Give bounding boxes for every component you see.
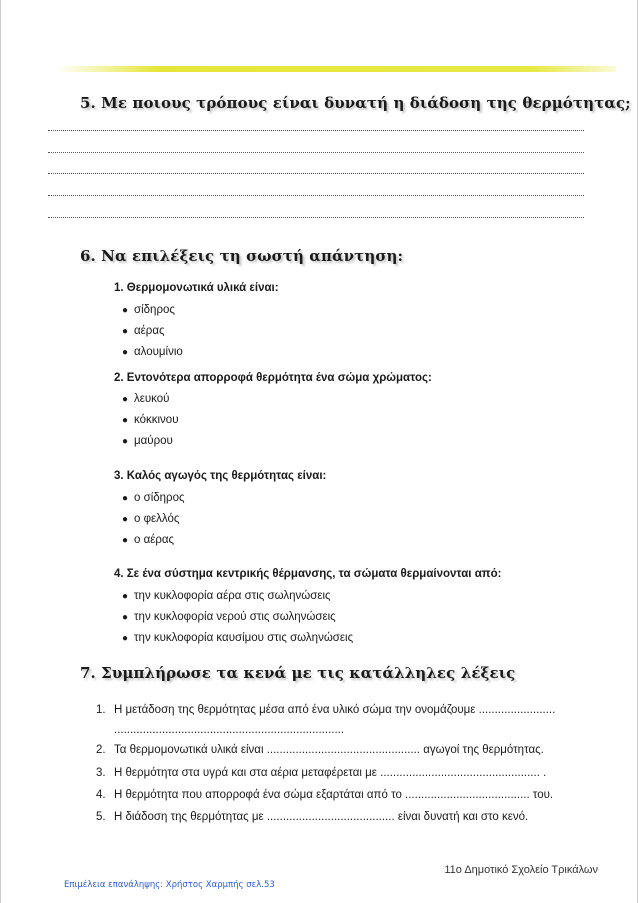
question-6-title: 6. Να επιλέξεις τη σωστή απάντηση: [80, 247, 404, 265]
fill-item-continuation[interactable]: ........................................................................ [114, 724, 345, 736]
school-name: 11ο Δημοτικό Σχολείο Τρικάλων [444, 864, 598, 876]
question-6-4-stem: 4. Σε ένα σύστημα κεντρικής θέρμανσης, τα σώματα θερμαίνονται από: [114, 568, 502, 580]
fill-item[interactable]: 3. Η θερμότητα στα υγρά και στα αέρια μεταφέρεται με .................................................. . [96, 767, 547, 779]
option[interactable]: ● ο σίδηρος [122, 492, 185, 504]
bullet-icon: ● [122, 305, 129, 316]
option[interactable]: ● λευκού [122, 393, 170, 405]
fill-item[interactable]: 5. Η διάδοση της θερμότητας με ........................................ είναι δυνατή και στο κενό. [96, 811, 529, 823]
option[interactable]: ● μαύρου [122, 435, 173, 447]
answer-line[interactable] [48, 217, 584, 218]
bullet-icon: ● [122, 347, 129, 358]
fill-item[interactable]: 4. Η θερμότητα που απορροφά ένα σώμα εξαρτάται από το ....................................... του. [96, 789, 554, 801]
bullet-icon: ● [122, 535, 129, 546]
answer-line[interactable] [48, 130, 584, 131]
bullet-icon: ● [122, 394, 129, 405]
option[interactable]: ● ο αέρας [122, 534, 175, 546]
credit-line: Επιμέλεια επανάληψης: Χρήστος Χαρμπής σελ.53 [64, 880, 275, 890]
answer-line[interactable] [48, 195, 584, 196]
option[interactable]: ● την κυκλοφορία καυσίμου στις σωληνώσεις [122, 632, 354, 644]
bullet-icon: ● [122, 436, 129, 447]
option[interactable]: ● αλουμίνιο [122, 346, 183, 358]
bullet-icon: ● [122, 493, 129, 504]
answer-line[interactable] [48, 152, 584, 153]
bullet-icon: ● [122, 415, 129, 426]
answer-line[interactable] [48, 173, 584, 174]
bullet-icon: ● [122, 326, 129, 337]
bullet-icon: ● [122, 514, 129, 525]
fill-item[interactable]: 2. Τα θερμομονωτικά υλικά είναι ................................................ αγωγοί της θερμότητας. [96, 744, 544, 756]
fill-item[interactable]: 1. Η μετάδοση της θερμότητας μέσα από ένα υλικό σώμα την ονομάζουμε ........................ [96, 704, 556, 716]
option[interactable]: ● αέρας [122, 325, 165, 337]
option[interactable]: ● κόκκινου [122, 414, 179, 426]
bullet-icon: ● [122, 591, 129, 602]
option[interactable]: ● την κυκλοφορία αέρα στις σωληνώσεις [122, 590, 331, 602]
question-7-title: 7. Συμπλήρωσε τα κενά με τις κατάλληλες λέξεις [80, 664, 516, 682]
question-6-1-stem: 1. Θερμομονωτικά υλικά είναι: [114, 282, 279, 294]
option[interactable]: ● την κυκλοφορία νερού στις σωληνώσεις [122, 611, 336, 623]
question-5-title: 5. Με ποιους τρόπους είναι δυνατή η διάδοση της θερμότητας; [80, 94, 631, 112]
bullet-icon: ● [122, 612, 129, 623]
option[interactable]: ● ο φελλός [122, 513, 180, 525]
option[interactable]: ● σίδηρος [122, 304, 175, 316]
question-6-2-stem: 2. Εντονότερα απορροφά θερμότητα ένα σώμα χρώματος: [114, 372, 432, 384]
bullet-icon: ● [122, 633, 129, 644]
header-rule [56, 66, 616, 72]
question-6-3-stem: 3. Καλός αγωγός της θερμότητας είναι: [114, 470, 327, 482]
